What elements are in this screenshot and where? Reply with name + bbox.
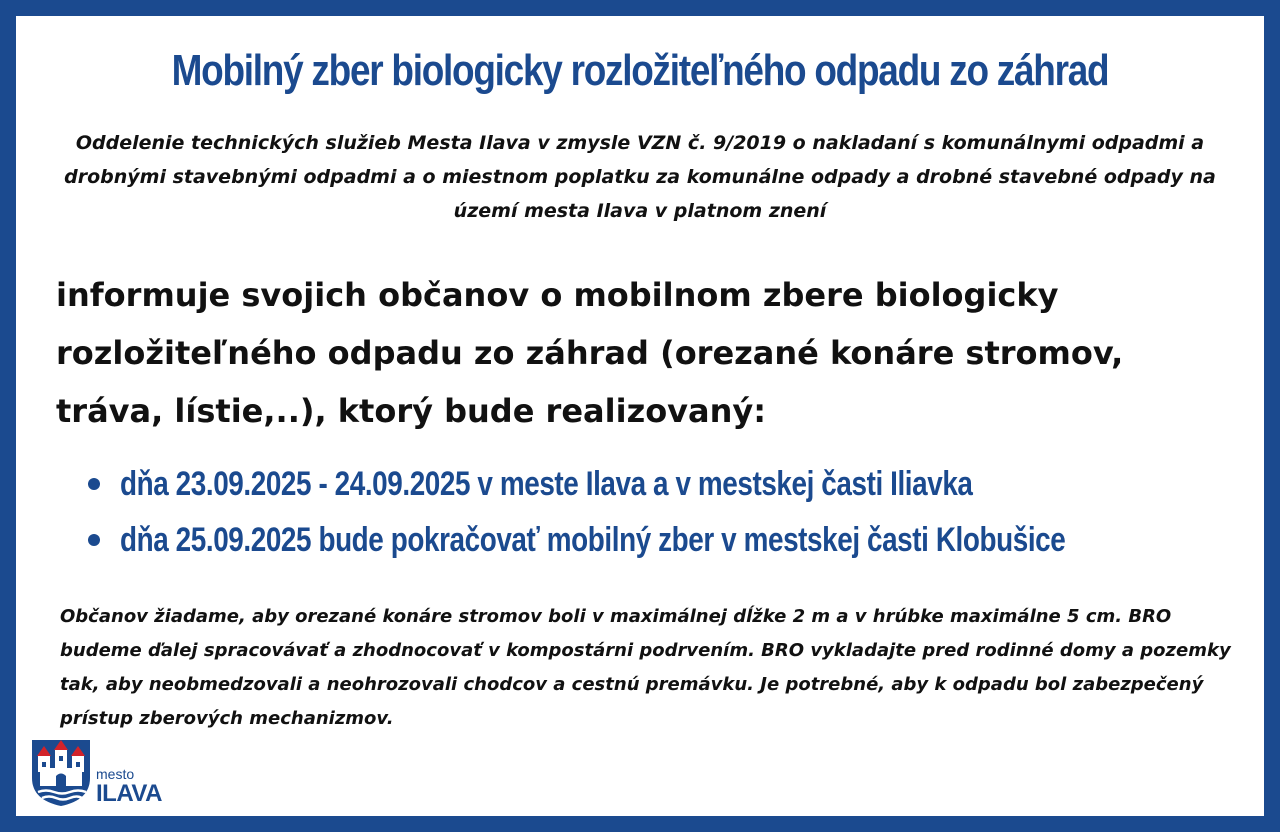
list-item	[86, 512, 1256, 568]
schedule-item-text: dňa 23.09.2025 - 24.09.2025 v meste Ilava a v mestskej časti Iliavka	[120, 465, 973, 503]
schedule-list	[86, 456, 1256, 568]
city-logo	[30, 738, 200, 810]
coat-of-arms-icon	[30, 738, 92, 808]
intro-paragraph: Oddelenie technických služieb Mesta Ilava v zmysle VZN č. 9/2019 o nakladaní s komunálnymi odpadmi a drobnými stavebnými odpadmi a o miestnom poplatku za komunálne odpady a drobné stavebné odpady na území mesta Ilava v platnom znení	[64, 132, 1216, 222]
page-title: Mobilný zber biologicky rozložiteľného odpadu zo záhrad	[171, 46, 1109, 95]
bullet-icon	[88, 478, 100, 490]
lead-paragraph: informuje svojich občanov o mobilnom zbere biologicky rozložiteľného odpadu zo záhrad (orezané konáre stromov, tráva, lístie,..), ktorý bude realizovaný:	[56, 276, 1124, 430]
schedule-item-text: dňa 25.09.2025 bude pokračovať mobilný zber v mestskej časti Klobušice	[120, 521, 1066, 559]
note-paragraph: Občanov žiadame, aby orezané konáre stromov boli v maximálnej dĺžke 2 m a v hrúbke maximálne 5 cm. BRO budeme ďalej spracovávať a zhodnocovať v kompostárni podrvením. BRO vykladajte pred rodinné domy a pozemky tak, aby neobmedzovali a neohrozovali chodcov a cestnú premávku. Je potrebné, aby k odpadu bol zabezpečený prístup zberových mechanizmov.	[60, 606, 1231, 729]
announcement-card	[16, 16, 1264, 816]
list-item	[86, 456, 1256, 512]
logo-city-name: ILAVA	[96, 780, 162, 807]
logo-mesto-label: mesto	[96, 766, 135, 782]
bullet-icon	[88, 534, 100, 546]
